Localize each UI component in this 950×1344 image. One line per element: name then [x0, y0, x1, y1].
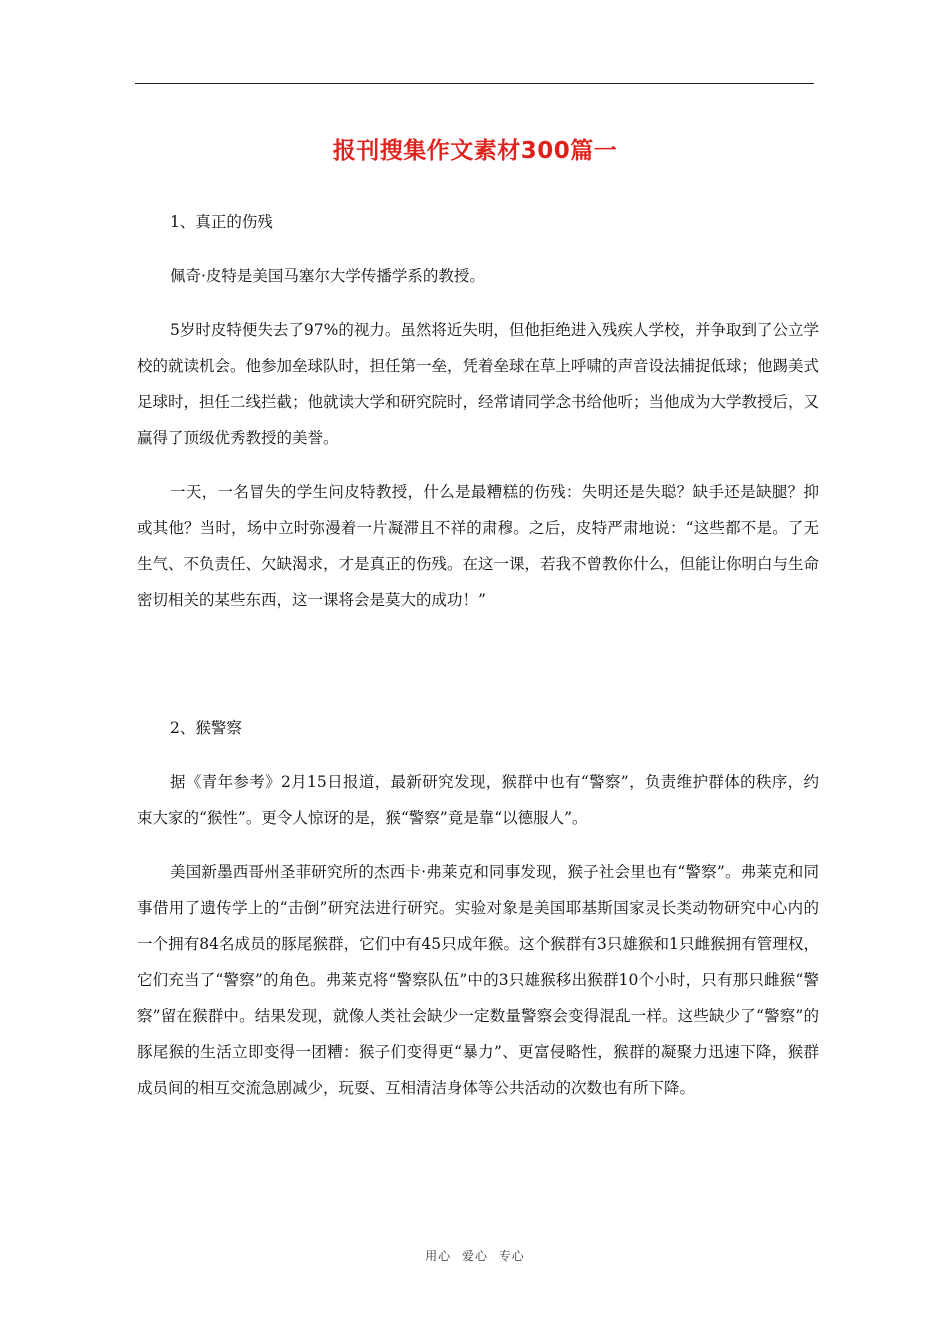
section-1-paragraph-2: 5岁时皮特便失去了97%的视力。虽然将近失明，但他拒绝进入残疾人学校，并争取到了公立学校的就读机会。他参加垒球队时，担任第一垒，凭着垒球在草上呼啸的声音设法捕捉低球；他踢美式足球时，担任二线拦截；他就读大学和研究院时，经常请同学念书给他听；当他成为大学教授后，又赢得了顶级优秀教授的美誉。: [137, 321, 820, 447]
document-body: [137, 204, 819, 1106]
section-2-paragraph-2: 美国新墨西哥州圣菲研究所的杰西卡·弗莱克和同事发现，猴子社会里也有“警察”。弗莱克和同事借用了遗传学上的“击倒”研究法进行研究。实验对象是美国耶基斯国家灵长类动物研究中心内的一个拥有84名成员的豚尾猴群，它们中有45只成年猴。这个猴群有3只雄猴和1只雌猴拥有管理权，它们充当了“警察”的角色。弗莱克将“警察队伍”中的3只雄猴移出猴群10个小时，只有那只雌猴“警察”留在猴群中。结果发现，就像人类社会缺少一定数量警察会变得混乱一样。这些缺少了“警察”的豚尾猴的生活立即变得一团糟：猴子们变得更“暴力”、更富侵略性，猴群的凝聚力迅速下降，猴群成员间的相互交流急剧减少，玩耍、互相清洁身体等公共活动的次数也有所下降。: [137, 863, 819, 1097]
section-1-paragraph-3: 一天，一名冒失的学生问皮特教授，什么是最糟糕的伤残：失明还是失聪？缺手还是缺腿？抑或其他？当时，场中立时弥漫着一片凝滞且不祥的肃穆。之后，皮特严肃地说：“这些都不是。了无生气、不负责任、欠缺渴求，才是真正的伤残。在这一课，若我不曾教你什么，但能让你明白与生命密切相关的某些东西，这一课将会是莫大的成功！”: [137, 483, 820, 609]
header-rule: [135, 83, 814, 84]
section-2-paragraph-1: 据《青年参考》2月15日报道，最新研究发现，猴群中也有“警察”，负责维护群体的秩序，约束大家的“猴性”。更令人惊讶的是，猴“警察”竟是靠“以德服人”。: [137, 773, 819, 827]
page-footer: 用心 爱心 专心: [425, 1249, 525, 1263]
document-title: 报刊搜集作文素材300篇一: [332, 138, 618, 164]
section-1-heading: 1、真正的伤残: [170, 213, 273, 231]
section-2-heading: 2、猴警察: [170, 719, 242, 737]
section-1-paragraph-1: 佩奇·皮特是美国马塞尔大学传播学系的教授。: [170, 267, 485, 285]
